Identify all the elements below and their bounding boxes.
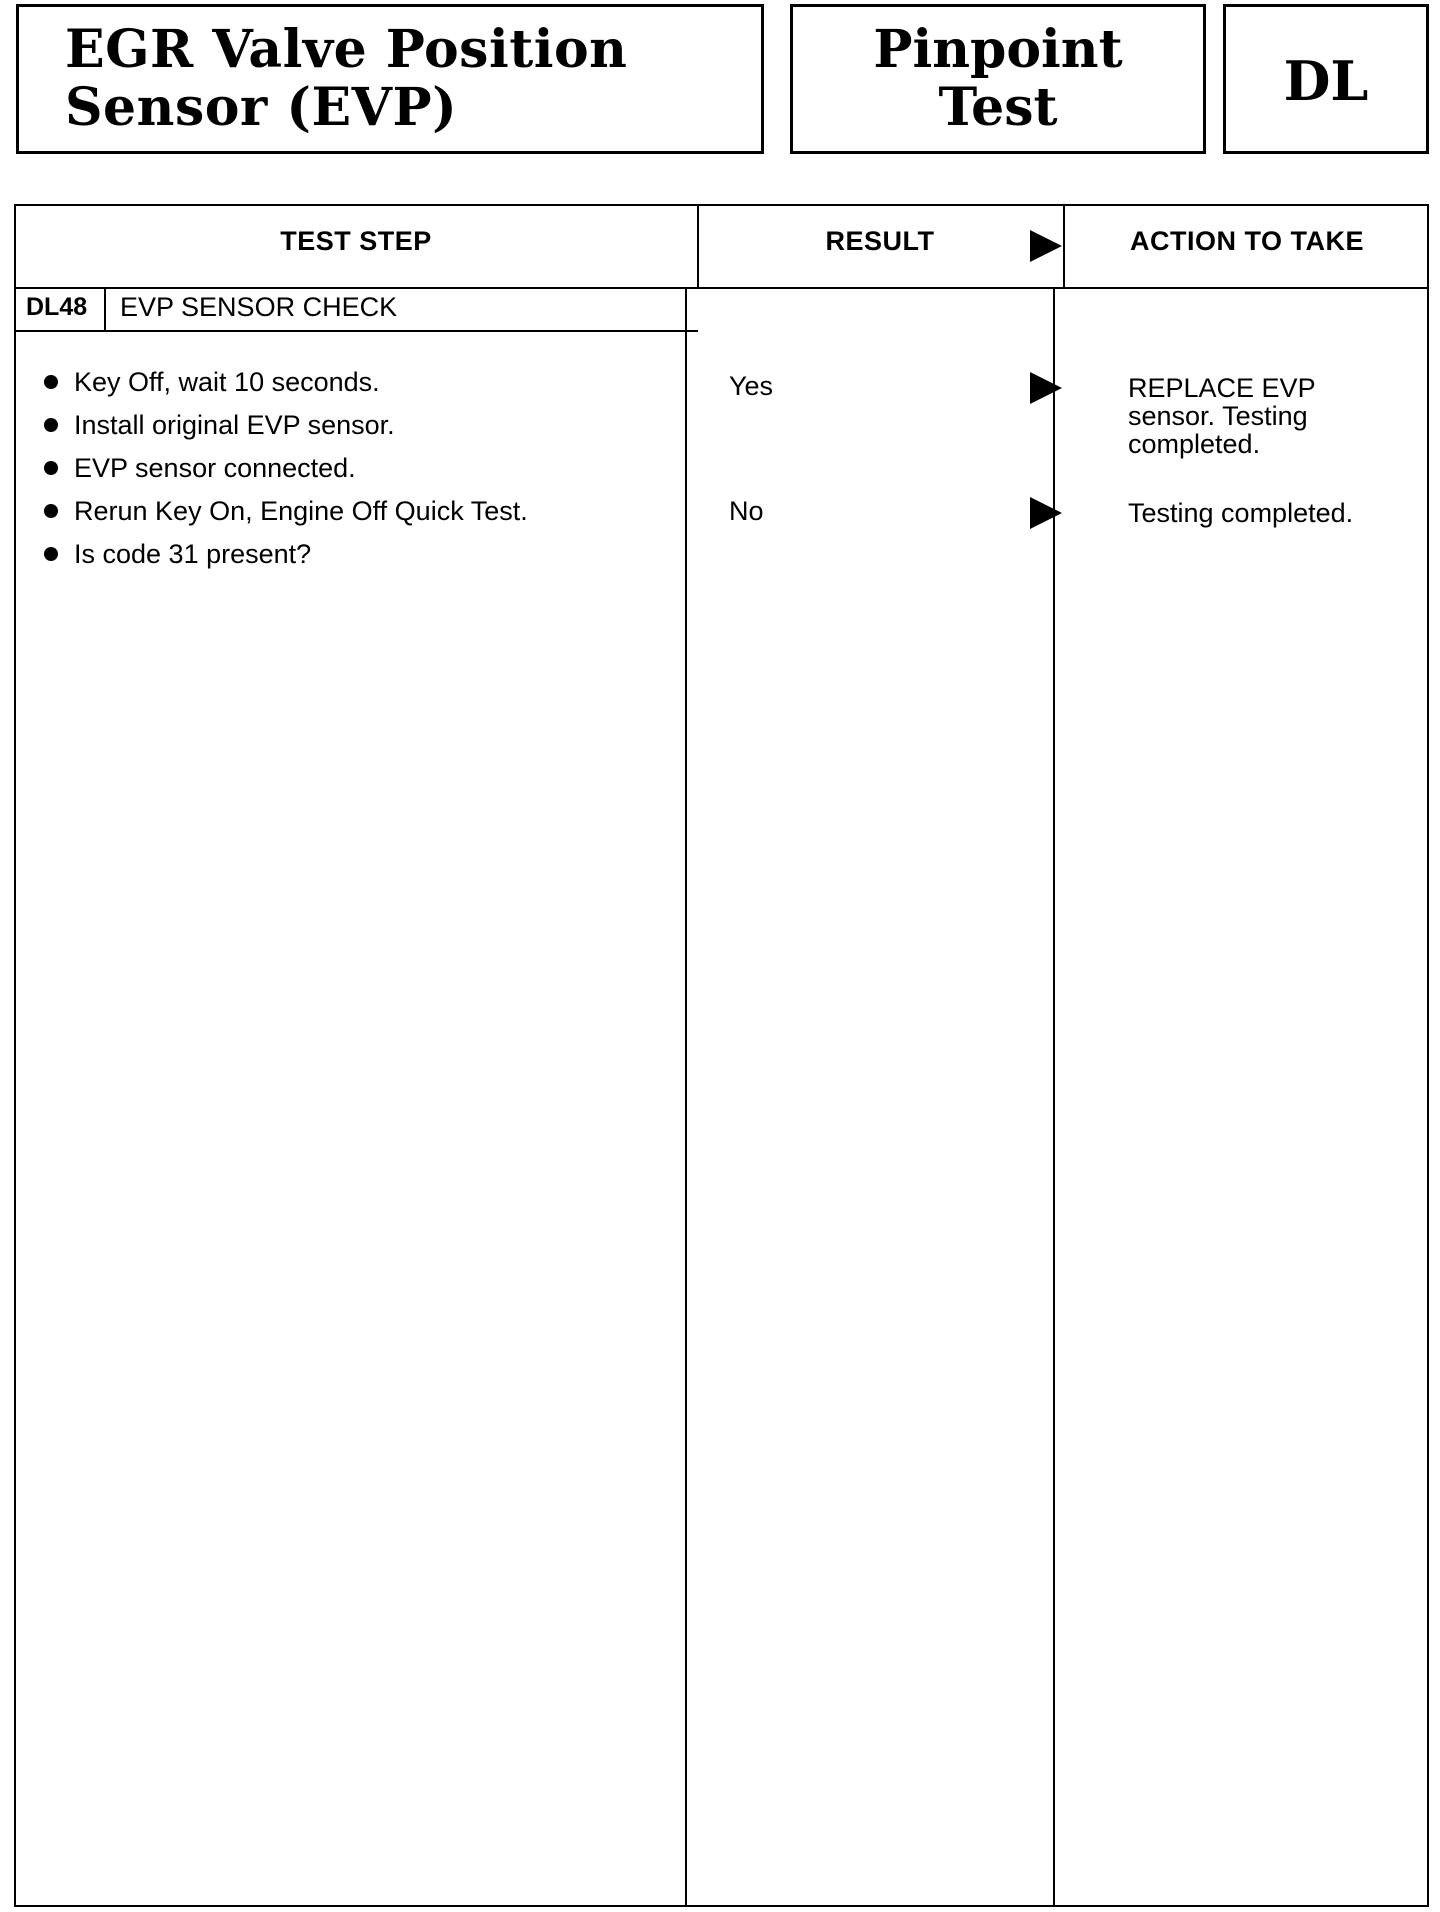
test-type-label	[793, 21, 1203, 137]
page-title	[65, 21, 627, 137]
test-code: DL	[1283, 49, 1369, 113]
column-divider-2-lower	[1053, 288, 1055, 1907]
column-header-test-step: TEST STEP	[280, 226, 432, 256]
bullet-icon	[44, 375, 58, 389]
list-item: Rerun Key On, Engine Off Quick Test.	[42, 496, 528, 539]
test-step-list	[42, 367, 528, 582]
test-type-line-2: Test	[938, 77, 1058, 138]
column-header-action: ACTION TO TAKE	[1130, 226, 1364, 256]
bullet-icon	[44, 504, 58, 518]
result-header-arrow	[1030, 230, 1062, 262]
title-line-2: Sensor (EVP)	[65, 77, 458, 138]
column-divider-2	[1063, 204, 1065, 288]
list-item: Install original EVP sensor.	[42, 410, 528, 453]
action-yes: REPLACE EVP sensor. Testing completed.	[1128, 373, 1316, 459]
action-no: Testing completed.	[1128, 498, 1354, 528]
column-divider-1	[697, 204, 699, 288]
list-item: EVP sensor connected.	[42, 453, 528, 496]
step-code: DL48	[26, 293, 88, 321]
bullet-icon	[44, 461, 58, 475]
bullet-icon	[44, 547, 58, 561]
step-code-divider	[104, 288, 106, 331]
bullet-icon	[44, 418, 58, 432]
result-yes-arrow-icon	[1030, 372, 1062, 404]
step-title-rule	[14, 330, 698, 332]
column-divider-1-lower	[685, 288, 687, 1907]
test-type-box	[790, 4, 1206, 154]
test-type-line-1: Pinpoint	[873, 19, 1123, 80]
title-box	[16, 4, 764, 154]
list-item: Key Off, wait 10 seconds.	[42, 367, 528, 410]
header-rule	[14, 287, 1429, 289]
column-header-result: RESULT	[825, 226, 935, 256]
test-code-box	[1223, 4, 1429, 154]
title-line-1: EGR Valve Position	[65, 19, 628, 80]
list-item: Is code 31 present?	[42, 539, 528, 582]
result-no: No	[729, 496, 764, 526]
result-yes: Yes	[729, 371, 774, 401]
result-no-arrow-icon	[1030, 497, 1062, 529]
step-title: EVP SENSOR CHECK	[120, 292, 398, 322]
